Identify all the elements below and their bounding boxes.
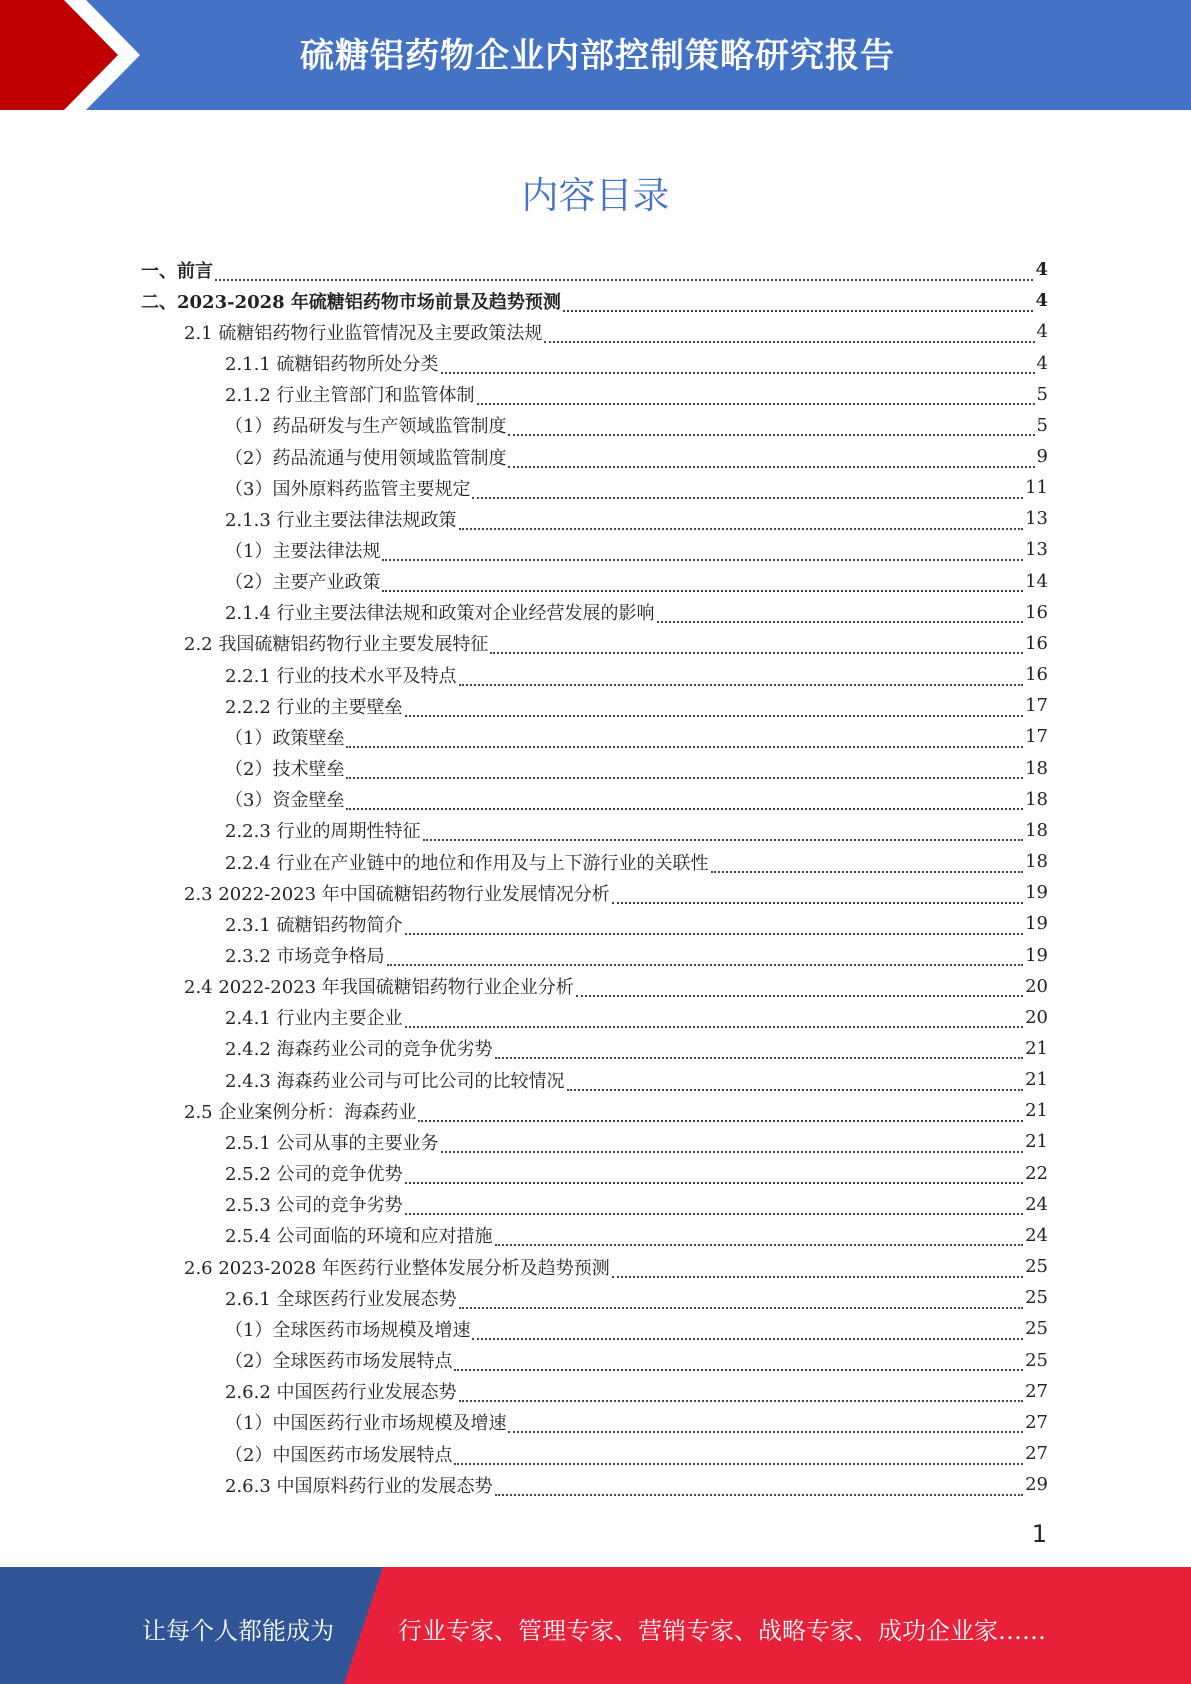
toc-entry[interactable]	[141, 1469, 1048, 1500]
toc-entry[interactable]	[141, 1126, 1048, 1157]
toc-entry-title: （1）主要法律法规	[225, 540, 381, 562]
toc-entry-page: 25	[1025, 1349, 1048, 1371]
dot-leader	[346, 732, 1023, 748]
dot-leader	[346, 794, 1023, 810]
footer-band	[0, 1567, 1191, 1684]
dot-leader	[508, 452, 1034, 468]
toc-entry-title: 2.1.1 硫糖铝药物所处分类	[225, 354, 439, 376]
toc-entry[interactable]	[141, 971, 1048, 1002]
toc-entry[interactable]	[141, 784, 1048, 815]
toc-entry-title: 2.2.4 行业在产业链中的地位和作用及与上下游行业的关联性	[225, 852, 709, 874]
dot-leader	[459, 1386, 1024, 1402]
toc-entry[interactable]	[141, 1282, 1048, 1313]
toc-entry-title: 2.3 2022-2023 年中国硫糖铝药物行业发展情况分析	[184, 883, 610, 905]
page-number: 1	[1031, 1520, 1047, 1548]
dot-leader	[567, 1075, 1024, 1091]
dot-leader	[454, 1355, 1023, 1371]
toc-entry[interactable]	[141, 846, 1048, 877]
toc-entry-page: 18	[1025, 788, 1048, 810]
toc-entry[interactable]	[141, 877, 1048, 908]
toc-entry[interactable]	[141, 908, 1048, 939]
dot-leader	[441, 358, 1035, 374]
toc-entry[interactable]	[141, 285, 1048, 316]
toc-entry[interactable]	[141, 472, 1048, 503]
dot-leader	[477, 389, 1035, 405]
toc-entry-title: 2.1.4 行业主要法律法规和政策对企业经营发展的影响	[225, 603, 655, 625]
toc-entry-page: 5	[1036, 414, 1048, 436]
toc-entry-title: （2）全球医药市场发展特点	[225, 1351, 453, 1373]
red-chevron-icon	[0, 0, 160, 110]
toc-entry-title: 2.5.2 公司的竞争优势	[225, 1164, 403, 1186]
toc-entry[interactable]	[141, 1095, 1048, 1126]
dot-leader	[215, 265, 1033, 281]
dot-leader	[472, 1324, 1023, 1340]
toc-entry-page: 19	[1025, 944, 1048, 966]
toc-entry[interactable]	[141, 1313, 1048, 1344]
toc-entry-page: 18	[1025, 757, 1048, 779]
toc-entry-title: （2）中国医药市场发展特点	[225, 1444, 453, 1466]
toc-entry-page: 11	[1025, 477, 1048, 499]
toc-entry-page: 9	[1036, 446, 1048, 468]
toc-entry-page: 24	[1025, 1224, 1048, 1246]
toc-entry-title: 2.3.1 硫糖铝药物简介	[225, 914, 403, 936]
toc-entry[interactable]	[141, 1002, 1048, 1033]
toc-entry-page: 20	[1025, 975, 1048, 997]
dot-leader	[495, 1480, 1024, 1496]
toc-entry-title: 2.2.2 行业的主要壁垒	[225, 696, 403, 718]
toc-entry[interactable]	[141, 1251, 1048, 1282]
toc-entry-title: 2.2 我国硫糖铝药物行业主要发展特征	[184, 634, 489, 656]
toc-entry-title: 一、前言	[141, 260, 213, 282]
dot-leader	[544, 327, 1034, 343]
footer-slogan-left: 让每个人都能成为	[142, 1617, 334, 1645]
toc-entry-page: 4	[1035, 290, 1048, 312]
toc-entry-title: 2.5.3 公司的竞争劣势	[225, 1195, 403, 1217]
toc-entry[interactable]	[141, 690, 1048, 721]
toc-entry-page: 21	[1025, 1037, 1048, 1059]
toc-entry-page: 17	[1025, 726, 1048, 748]
toc-entry-title: 2.6.3 中国原料药行业的发展态势	[225, 1475, 493, 1497]
toc-entry[interactable]	[141, 379, 1048, 410]
toc-entry[interactable]	[141, 939, 1048, 970]
dot-leader	[612, 1262, 1023, 1278]
document-title: 硫糖铝药物企业内部控制策略研究报告	[300, 36, 895, 76]
dot-leader	[423, 825, 1024, 841]
dot-leader	[508, 420, 1034, 436]
toc-entry-page: 16	[1025, 601, 1048, 623]
toc-entry[interactable]	[141, 1189, 1048, 1220]
toc-entry[interactable]	[141, 1438, 1048, 1469]
toc-entry-title: （3）资金壁垒	[225, 790, 345, 812]
toc-entry-page: 25	[1025, 1287, 1048, 1309]
toc-entry-title: 2.2.1 行业的技术水平及特点	[225, 665, 457, 687]
dot-leader	[495, 1230, 1024, 1246]
toc-entry[interactable]	[141, 721, 1048, 752]
toc-entry-page: 27	[1025, 1411, 1048, 1433]
toc-entry-title: 2.2.3 行业的周期性特征	[225, 821, 421, 843]
toc-entry-page: 4	[1036, 321, 1048, 343]
toc-entry[interactable]	[141, 441, 1048, 472]
toc-entry-title: 2.1.3 行业主要法律法规政策	[225, 509, 457, 531]
toc-entry-title: 2.5.1 公司从事的主要业务	[225, 1132, 439, 1154]
toc-entry-page: 21	[1025, 1069, 1048, 1091]
dot-leader	[459, 1293, 1024, 1309]
toc-entry-title: （1）中国医药行业市场规模及增速	[225, 1413, 507, 1435]
toc-entry-page: 4	[1036, 352, 1048, 374]
toc-entry[interactable]	[141, 1064, 1048, 1095]
toc-entry-page: 25	[1025, 1256, 1048, 1278]
toc-entry[interactable]	[141, 597, 1048, 628]
toc-entry-page: 16	[1025, 632, 1048, 654]
toc-entry-page: 14	[1025, 570, 1048, 592]
toc-entry[interactable]	[141, 628, 1048, 659]
toc-entry-page: 21	[1025, 1131, 1048, 1153]
toc-entry-page: 18	[1025, 851, 1048, 873]
toc-entry-page: 20	[1025, 1006, 1048, 1028]
dot-leader	[508, 1417, 1023, 1433]
toc-entry-page: 22	[1025, 1162, 1048, 1184]
dot-leader	[418, 1106, 1023, 1122]
toc-entry[interactable]	[141, 1158, 1048, 1189]
toc-entry-page: 27	[1025, 1443, 1048, 1465]
toc-entry[interactable]	[141, 534, 1048, 565]
dot-leader	[459, 514, 1024, 530]
toc-entry-page: 29	[1025, 1474, 1048, 1496]
toc-entry[interactable]	[141, 753, 1048, 784]
toc-entry[interactable]	[141, 659, 1048, 690]
dot-leader	[711, 857, 1024, 873]
toc-entry-title: 2.6.1 全球医药行业发展态势	[225, 1288, 457, 1310]
toc-entry-title: 2.1 硫糖铝药物行业监管情况及主要政策法规	[184, 322, 543, 344]
toc-entry-page: 19	[1025, 913, 1048, 935]
toc-entry-page: 17	[1025, 695, 1048, 717]
toc-entry[interactable]	[141, 347, 1048, 378]
toc-entry-title: 2.3.2 市场竞争格局	[225, 946, 385, 968]
toc-entry-title: （2）主要产业政策	[225, 572, 381, 594]
toc-entry[interactable]	[141, 410, 1048, 441]
dot-leader	[454, 1449, 1023, 1465]
toc-entry-page: 25	[1025, 1318, 1048, 1340]
toc-entry-page: 27	[1025, 1380, 1048, 1402]
dot-leader	[657, 607, 1024, 623]
dot-leader	[382, 576, 1023, 592]
toc-entry[interactable]	[141, 1220, 1048, 1251]
toc-entry-title: 2.5 企业案例分析：海森药业	[184, 1101, 417, 1123]
table-of-contents	[141, 254, 1048, 1500]
toc-entry-title: 2.4.1 行业内主要企业	[225, 1008, 403, 1030]
toc-entry-page: 13	[1025, 539, 1048, 561]
toc-entry[interactable]	[141, 503, 1048, 534]
dot-leader	[405, 701, 1024, 717]
dot-leader	[387, 950, 1024, 966]
toc-entry-title: 2.6.2 中国医药行业发展态势	[225, 1382, 457, 1404]
toc-entry-title: 2.5.4 公司面临的环境和应对措施	[225, 1226, 493, 1248]
toc-entry-page: 13	[1025, 508, 1048, 530]
dot-leader	[472, 483, 1023, 499]
toc-entry-page: 5	[1036, 383, 1048, 405]
toc-entry-title: （1）药品研发与生产领域监管制度	[225, 416, 507, 438]
dot-leader	[495, 1043, 1024, 1059]
dot-leader	[563, 296, 1034, 312]
dot-leader	[346, 763, 1023, 779]
toc-heading: 内容目录	[521, 174, 670, 217]
header-band	[0, 0, 1191, 110]
toc-entry[interactable]	[141, 1033, 1048, 1064]
dot-leader	[405, 919, 1024, 935]
footer-slogan-right: 行业专家、管理专家、营销专家、战略专家、成功企业家……	[398, 1617, 1046, 1645]
dot-leader	[459, 670, 1024, 686]
toc-entry-title: 2.4.2 海森药业公司的竞争优劣势	[225, 1039, 493, 1061]
dot-leader	[576, 981, 1023, 997]
dot-leader	[405, 1168, 1024, 1184]
toc-entry-title: 2.4 2022-2023 年我国硫糖铝药物行业企业分析	[184, 977, 574, 999]
toc-entry-title: （2）技术壁垒	[225, 759, 345, 781]
toc-entry-title: 2.4.3 海森药业公司与可比公司的比较情况	[225, 1070, 565, 1092]
toc-entry-page: 24	[1025, 1193, 1048, 1215]
toc-entry-page: 19	[1025, 882, 1048, 904]
toc-entry-page: 21	[1025, 1100, 1048, 1122]
dot-leader	[405, 1012, 1024, 1028]
dot-leader	[490, 638, 1023, 654]
toc-entry-title: （1）全球医药市场规模及增速	[225, 1319, 471, 1341]
toc-entry[interactable]	[141, 1344, 1048, 1375]
toc-entry-title: （1）政策壁垒	[225, 727, 345, 749]
toc-entry-title: （3）国外原料药监管主要规定	[225, 478, 471, 500]
toc-entry-page: 16	[1025, 664, 1048, 686]
dot-leader	[441, 1137, 1024, 1153]
dot-leader	[382, 545, 1023, 561]
toc-entry-title: 2.6 2023-2028 年医药行业整体发展分析及趋势预测	[184, 1257, 610, 1279]
toc-entry[interactable]	[141, 1376, 1048, 1407]
toc-entry-title: （2）药品流通与使用领域监管制度	[225, 447, 507, 469]
toc-entry[interactable]	[141, 815, 1048, 846]
toc-entry-page: 4	[1035, 259, 1048, 281]
toc-entry[interactable]	[141, 1407, 1048, 1438]
toc-entry-title: 2.1.2 行业主管部门和监管体制	[225, 385, 475, 407]
toc-entry-page: 18	[1025, 819, 1048, 841]
dot-leader	[405, 1199, 1024, 1215]
dot-leader	[612, 888, 1023, 904]
toc-entry[interactable]	[141, 254, 1048, 285]
toc-entry-title: 二、2023-2028 年硫糖铝药物市场前景及趋势预测	[141, 291, 561, 313]
toc-entry[interactable]	[141, 316, 1048, 347]
toc-entry[interactable]	[141, 566, 1048, 597]
